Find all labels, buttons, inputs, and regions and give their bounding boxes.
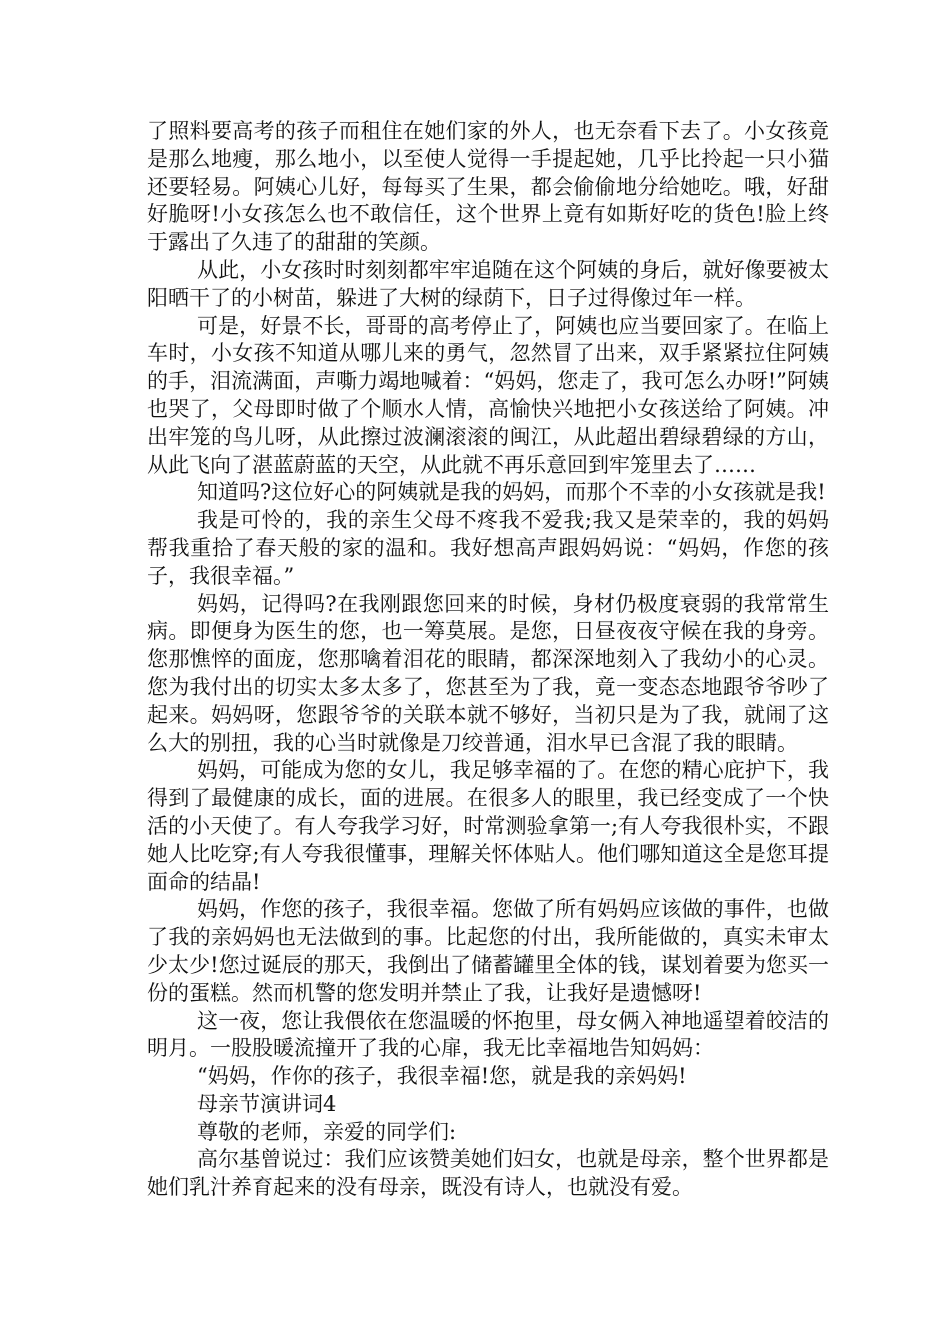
paragraph: 高尔基曾说过：我们应该赞美她们妇女，也就是母亲，整个世界都是她们乳汁养育起来的没有母亲，既没有诗人，也就没有爱。 xyxy=(147,1147,829,1200)
document-body xyxy=(147,118,829,1202)
paragraph: “妈妈，作你的孩子，我很幸福!您，就是我的亲妈妈! xyxy=(197,1064,687,1089)
paragraph: 了照料要高考的孩子而租住在她们家的外人，也无奈看下去了。小女孩竟是那么地瘦，那么地小，以至使人觉得一手提起她，几乎比拎起一只小猫还要轻易。阿姨心儿好，每每买了生果，都会偷偷地分给她吃。哦，好甜好脆呀!小女孩怎么也不敢信任，这个世界上竟有如斯好吃的货色!脸上终于露出了久违了的甜甜的笑颜。 xyxy=(147,119,829,255)
paragraph: 妈妈，可能成为您的女儿，我足够幸福的了。在您的精心庇护下，我得到了最健康的成长，面的进展。在很多人的眼里，我已经变成了一个快活的小天使了。有人夸我学习好，时常测验拿第一;有人夸我很朴实，不跟她人比吃穿;有人夸我很懂事，理解关怀体贴人。他们哪知道这全是您耳提面命的结晶! xyxy=(147,758,829,894)
paragraph: 我是可怜的，我的亲生父母不疼我不爱我;我又是荣幸的，我的妈妈帮我重拾了春天般的家的温和。我好想高声跟妈妈说：“妈妈，作您的孩子，我很幸福。” xyxy=(147,508,829,588)
paragraph: 妈妈，记得吗?在我刚跟您回来的时候，身材仍极度衰弱的我常常生病。即便身为医生的您，也一筹莫展。是您，日昼夜夜守候在我的身旁。您那憔悴的面庞，您那噙着泪花的眼睛，都深深地刻入了我幼小的心灵。您为我付出的切实太多太多了，您甚至为了我，竟一变态态地跟爷爷吵了起来。妈妈呀，您跟爷爷的关联本就不够好，当初只是为了我，就闹了这么大的别扭，我的心当时就像是刀绞普通，泪水早已含混了我的眼睛。 xyxy=(147,591,829,755)
section-heading: 母亲节演讲词4 xyxy=(197,1091,337,1116)
paragraph: 知道吗?这位好心的阿姨就是我的妈妈，而那个不幸的小女孩就是我! xyxy=(197,480,826,505)
salutation: 尊敬的老师，亲爱的同学们: xyxy=(197,1119,457,1144)
paragraph: 妈妈，作您的孩子，我很幸福。您做了所有妈妈应该做的事件，也做了我的亲妈妈也无法做到的事。比起您的付出，我所能做的，真实未审太少太少!您过诞辰的那天，我倒出了储蓄罐里全体的钱，谋划着要为您买一份的蛋糕。然而机警的您发明并禁止了我，让我好是遗憾呀! xyxy=(147,897,829,1005)
paragraph: 从此，小女孩时时刻刻都牢牢追随在这个阿姨的身后，就好像要被太阳晒干了的小树苗，躲进了大树的绿荫下，日子过得像过年一样。 xyxy=(147,257,829,310)
paragraph: 可是，好景不长，哥哥的高考停止了，阿姨也应当要回家了。在临上车时，小女孩不知道从哪儿来的勇气，忽然冒了出来，双手紧紧拉住阿姨的手，泪流满面，声嘶力竭地喊着：“妈妈，您走了，我可怎么办呀!”阿姨也哭了，父母即时做了个顺水人情，高愉快兴地把小女孩送给了阿姨。冲出牢笼的鸟儿呀，从此擦过波澜滚滚的闽江，从此超出碧绿碧绿的方山，从此飞向了湛蓝蔚蓝的天空，从此就不再乐意回到牢笼里去了…… xyxy=(147,313,829,477)
paragraph: 这一夜，您让我偎依在您温暖的怀抱里，母女俩入神地遥望着皎洁的明月。一股股暖流撞开了我的心扉，我无比幸福地告知妈妈： xyxy=(147,1008,829,1061)
